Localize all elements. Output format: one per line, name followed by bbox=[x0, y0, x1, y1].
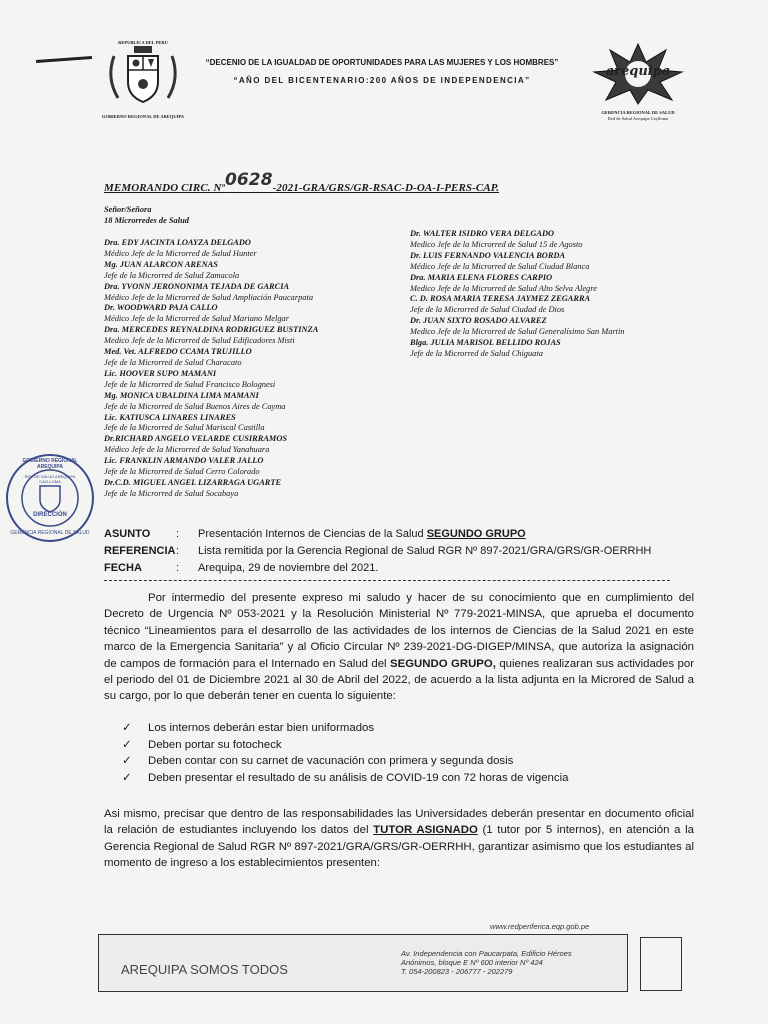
recipients-right-list bbox=[410, 229, 710, 360]
left-logo-caption-top: REPUBLICA DEL PERU bbox=[118, 40, 168, 45]
checkmark-icon: ✓ bbox=[122, 755, 132, 768]
list-item: Dra. YVONN JERONONIMA TEJADA DE GARCIA Médico Jefe de la Microrred de Salud Ampliación Paucarpata bbox=[104, 281, 314, 302]
slogan-decenio: “DECENIO DE LA IGUALDAD DE OPORTUNIDADES PARA LAS MUJERES Y LOS HOMBRES” bbox=[205, 58, 559, 67]
asunto-row: ASUNTO : Presentación Internos de Ciencias de la Salud SEGUNDO GRUPO bbox=[104, 526, 724, 543]
addressee-line-1: Señor/Señora bbox=[104, 205, 152, 214]
list-item: Lic. HOOVER SUPO MAMANI Jefe de la Microrred de Salud Francisco Bolognesi bbox=[104, 368, 276, 389]
referencia-value: Lista remitida por la Gerencia Regional de Salud RGR Nº 897-2021/GRA/GRS/GR-OERRHH bbox=[198, 545, 652, 557]
list-item: ✓ Deben contar con su carnet de vacunación con primera y segunda dosis bbox=[122, 753, 702, 770]
list-item: Dr. WALTER ISIDRO VERA DELGADO Medico Jefe de la Microrred de Salud 15 de Agosto bbox=[410, 229, 583, 249]
stamp-text-bottom: GERENCIA REGIONAL DE SALUD bbox=[10, 530, 90, 536]
list-item: Dra. EDY JACINTA LOAYZA DELGADO Médico Jefe de la Microrred de Salud Hunter bbox=[104, 238, 257, 258]
list-item: ✓ Deben portar su fotocheck bbox=[122, 737, 702, 754]
segundo-grupo-emphasis: SEGUNDO GRUPO, bbox=[390, 657, 496, 670]
memo-number-handwritten: 0628 bbox=[224, 170, 273, 190]
arequipa-health-logo bbox=[588, 40, 688, 124]
fecha-value: Arequipa, 29 de noviembre del 2021. bbox=[198, 562, 379, 574]
asunto-value: Presentación Internos de Ciencias de la Salud bbox=[198, 528, 427, 540]
addressee bbox=[104, 205, 189, 227]
list-item: Blga. JULIA MARISOL BELLIDO ROJAS Jefe de la Microrred de Salud Chiguata bbox=[410, 338, 561, 358]
footer-box bbox=[98, 934, 628, 992]
referencia-row: REFERENCIA: Lista remitida por la Gerencia Regional de Salud RGR Nº 897-2021/GRA/GRS/GR-OERRHH bbox=[104, 543, 724, 560]
stamp-center: DIRECCIÓN bbox=[33, 512, 67, 518]
left-logo-caption-bottom: GOBIERNO REGIONAL DE AREQUIPA bbox=[101, 114, 185, 119]
stamp-text-top: GOBIERNO REGIONAL AREQUIPA bbox=[22, 458, 78, 470]
slogan-bicentenario: “AÑO DEL BICENTENARIO:200 AÑOS DE INDEPENDENCIA” bbox=[233, 76, 531, 85]
checkmark-icon: ✓ bbox=[122, 771, 132, 784]
list-item: ✓ Los internos deberán estar bien uniformados bbox=[122, 720, 702, 737]
coat-of-arms-icon bbox=[100, 38, 186, 112]
body-paragraph-1: Por intermedio del presente expreso mi saludo y hacer de su conocimiento que en cumplimiento del Decreto de Urgencia Nº 053-2021 y la Resolución Ministerial Nº 779-2021-MINSA, que aprueba el documento técnico “Lineamientos para el desarrollo de las actividades de los internos de Ciencias de la Salud 2021 en este marco de la Emergencia Sanitaria” y al Oficio Circular Nº 239-2021-DG-DIGEP/MINSA, que autoriza la asignación de campos de formación para el Internado en Salud del SEGUNDO GRUPO, quienes realizaran sus actividades por el periodo del 01 de Diciembre 2021 al 30 de Abril del 2022, de acuerdo a la lista adjunta en la Microred de Salud a su cargo, por lo que deberán tener en cuenta lo siguiente: bbox=[104, 592, 695, 703]
memo-suffix: -2021-GRA/GRS/GR-RSAC-D-OA-I-PERS-CAP. bbox=[272, 182, 500, 194]
list-item: Dra. MERCEDES REYNALDINA RODRIGUEZ BUSTINZA Medico Jefe de la Microrred de Salud Edificadores Misti bbox=[104, 325, 319, 346]
list-item: Dr. JUAN SIXTO ROSADO ALVAREZ Medico Jefe de la Microrred de Salud Generalísimo San Martin bbox=[410, 316, 625, 337]
footer-slogan: AREQUIPA SOMOS TODOS bbox=[121, 962, 288, 977]
recipients-left-list bbox=[104, 238, 404, 500]
list-item: Dr.C.D. MIGUEL ANGEL LIZARRAGA UGARTE Jefe de la Microrred de Salud Socabaya bbox=[104, 477, 282, 498]
memo-meta bbox=[104, 526, 724, 577]
stamp-text-mid: RED DE SALUD AREQUIPA CAYLLOMA bbox=[24, 474, 76, 484]
right-logo-word: arequipa bbox=[605, 64, 671, 79]
list-item: ✓ Deben presentar el resultado de su análisis de COVID-19 con 72 horas de vigencia bbox=[122, 770, 702, 787]
right-logo-caption-2: Red de Salud Arequipa Caylloma bbox=[607, 116, 669, 121]
list-item: Dra. MARIA ELENA FLORES CARPIO Medico Jefe de la Microrred de Salud Alto Selva Alegre bbox=[410, 272, 597, 293]
list-item: C. D. ROSA MARIA TERESA JAYMEZ ZEGARRA Jefe de la Microrred de Salud Ciudad de Dios bbox=[410, 294, 591, 315]
fecha-row: FECHA : Arequipa, 29 de noviembre del 2021. bbox=[104, 560, 724, 577]
footer-address: Av. Independencia con Paucarpata, Edificio Héroes Anónimos, bloque E Nº 600 interior Nº 424 T. 054-200823 - 206777 - 202279 bbox=[401, 949, 572, 976]
memo-prefix: MEMORANDO CIRC. Nº bbox=[104, 182, 225, 194]
list-item: Med. Vet. ALFREDO CCAMA TRUJILLO Jefe de la Microrred de Salud Characato bbox=[104, 347, 252, 367]
memo-title bbox=[104, 170, 500, 196]
list-item: Mg. MONICA UBALDINA LIMA MAMANI Jefe de la Microrred de Salud Buenos Aires de Cayma bbox=[104, 390, 286, 411]
list-item: Dr. WOODWARD PAJA CALLO Médico Jefe de la Microrred de Salud Mariano Melgar bbox=[104, 303, 289, 324]
dashed-divider bbox=[104, 580, 670, 581]
referencia-label: REFERENCIA bbox=[104, 545, 176, 557]
checkmark-icon: ✓ bbox=[122, 722, 132, 734]
tutor-asignado-emphasis: TUTOR ASIGNADO bbox=[373, 824, 478, 837]
requirements-list bbox=[122, 720, 702, 786]
scan-mark bbox=[36, 56, 92, 63]
footer-side-box bbox=[640, 937, 682, 991]
fecha-label: FECHA bbox=[104, 562, 142, 574]
direccion-stamp bbox=[4, 452, 96, 544]
right-logo-caption-1: GERENCIA REGIONAL DE SALUD bbox=[601, 110, 675, 115]
asunto-label: ASUNTO bbox=[104, 528, 151, 540]
footer-website: www.redperiferica.eqp.gob.pe bbox=[490, 922, 590, 931]
list-item: Dr.RICHARD ANGELO VELARDE CUSIRRAMOS Médico Jefe de la Microrred de Salud Yanahuara bbox=[104, 434, 288, 455]
list-item: Mg. JUAN ALARCON ARENAS Jefe de la Microrred de Salud Zamacola bbox=[104, 259, 240, 280]
addressee-line-2: 18 Microrredes de Salud bbox=[104, 215, 189, 225]
asunto-emphasis: SEGUNDO GRUPO bbox=[426, 528, 526, 540]
list-item: Dr. LUIS FERNANDO VALENCIA BORDA Médico Jefe de la Microrred de Salud Ciudad Blanca bbox=[410, 250, 590, 271]
list-item: Lic. FRANKLIN ARMANDO VALER JALLO Jefe de la Microrred de Salud Cerro Colorado bbox=[104, 456, 264, 477]
list-item: Lic. KATIUSCA LINARES LINARES Jefe de la Microrred de Salud Mariscal Castilla bbox=[104, 412, 265, 433]
body-paragraph-2: Asi mismo, precisar que dentro de las responsabilidades las Universidades deberán presentar en documento oficial la relación de estudiantes incluyendo los datos del TUTOR ASIGNADO (1 tutor por 5 internos), en atención a la Gerencia Regional de Salud RGR Nº 897-2021/GRA/GRS/GR-OERRHH, garantizar asimismo que los estudiantes al momento de ingreso a los establecimientos presenten: bbox=[104, 808, 694, 870]
checkmark-icon: ✓ bbox=[122, 738, 132, 751]
